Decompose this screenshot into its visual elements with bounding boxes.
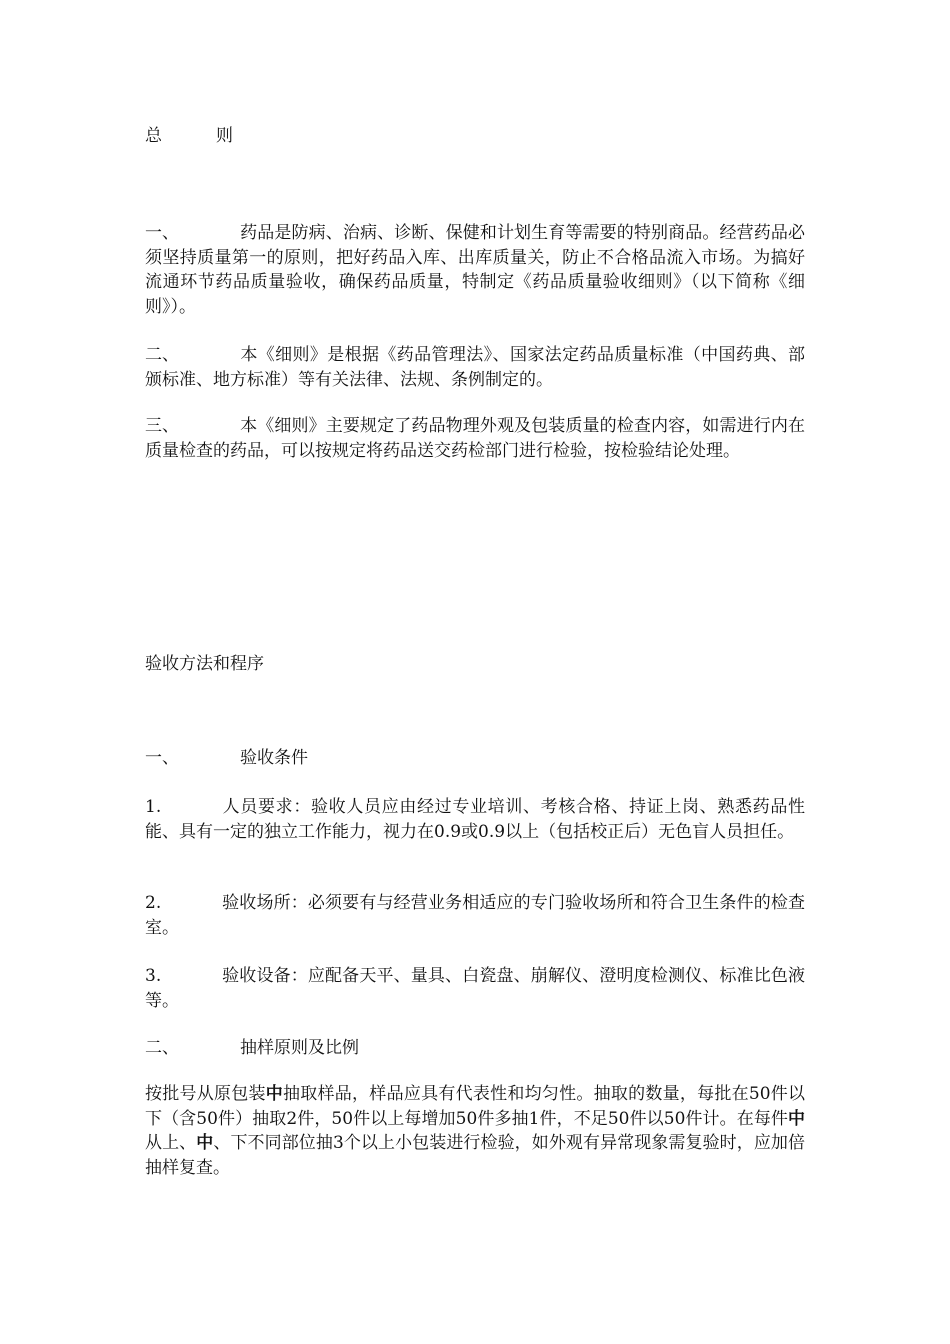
condition-label: 3. <box>145 966 162 986</box>
condition-label: 1. <box>145 797 162 817</box>
paragraph-label: 三、 <box>145 416 179 436</box>
paragraph-text: 药品是防病、治病、诊断、保健和计划生育等需要的特别商品。经营药品必须坚持质量第一的原则，把好药品入库、出库质量关，防止不合格品流入市场。为搞好流通环节药品质量验收，确保药品质量，特制定《药品质量验收细则》（以下简称《细则》）。 <box>145 223 805 317</box>
condition-3 <box>145 964 805 1013</box>
sampling-text-2: 抽取样品，样品应具有代表性和均匀性。抽取的数量，每批在50件以下（含50件）抽取2件，50件以上每增加50件多抽1件，不足50件以50件计。在每件 <box>145 1084 806 1129</box>
paragraph-3 <box>145 414 805 463</box>
condition-1 <box>145 795 805 844</box>
paragraph-1 <box>145 221 805 319</box>
condition-text: 人员要求：验收人员应由经过专业培训、考核合格、持证上岗、熟悉药品性能、具有一定的独立工作能力，视力在0.9或0.9以上（包括校正后）无色盲人员担任。 <box>145 797 805 842</box>
sampling-paragraph <box>145 1082 805 1180</box>
subheading-label: 一、 <box>145 748 179 768</box>
sampling-bold-3: 中 <box>196 1133 214 1153</box>
paragraph-text: 本《细则》主要规定了药品物理外观及包装质量的检查内容，如需进行内在质量检查的药品，可以按规定将药品送交药检部门进行检验，按检验结论处理。 <box>145 416 805 461</box>
paragraph-2 <box>145 343 805 392</box>
sampling-text-4: 、下不同部位抽3个以上小包装进行检验，如外观有异常现象需复验时，应加倍抽样复查。 <box>145 1133 806 1178</box>
sampling-text-3: 从上、 <box>145 1133 197 1153</box>
sampling-text-1: 按批号从原包装 <box>145 1084 266 1104</box>
subheading-conditions <box>145 746 805 771</box>
condition-text: 验收场所：必须要有与经营业务相适应的专门验收场所和符合卫生条件的检查室。 <box>145 893 805 938</box>
paragraph-label: 一、 <box>145 223 179 243</box>
condition-2 <box>145 891 805 940</box>
paragraph-text: 本《细则》是根据《药品管理法》、国家法定药品质量标准（中国药典、部颁标准、地方标准）等有关法律、法规、条例制定的。 <box>145 345 805 390</box>
section-title-general: 总 则 <box>145 126 234 146</box>
condition-text: 验收设备：应配备天平、量具、白瓷盘、崩解仪、澄明度检测仪、标准比色液等。 <box>145 966 805 1011</box>
subheading-text: 抽样原则及比例 <box>240 1038 359 1058</box>
section-title-method: 验收方法和程序 <box>145 654 264 674</box>
subheading-label: 二、 <box>145 1038 179 1058</box>
sampling-bold-1: 中 <box>265 1084 284 1104</box>
subheading-text: 验收条件 <box>240 748 308 768</box>
paragraph-label: 二、 <box>145 345 179 365</box>
subheading-sampling <box>145 1036 805 1061</box>
sampling-bold-2: 中 <box>788 1108 805 1129</box>
condition-label: 2. <box>145 893 162 913</box>
